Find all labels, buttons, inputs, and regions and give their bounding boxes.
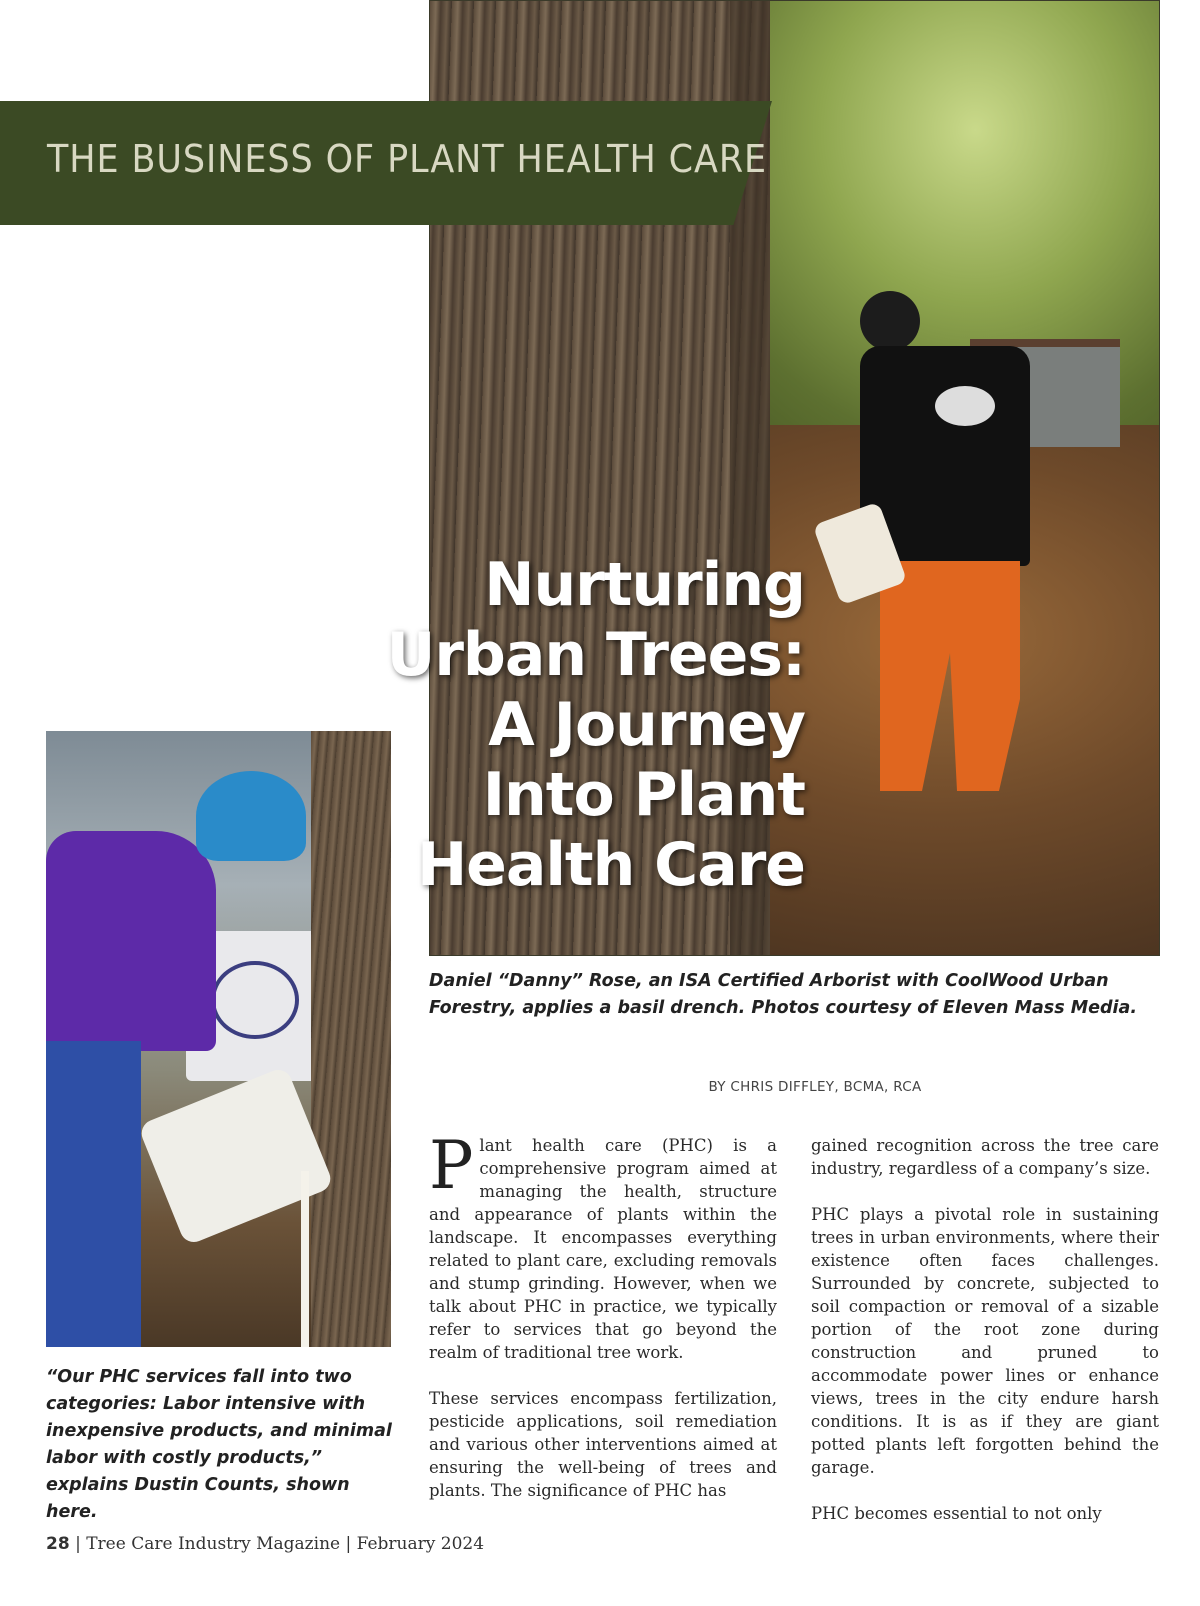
side-photo-caption: “Our PHC services fall into two categories: Labor intensive with inexpensive products, and minimal labor with costly products,” explains Dustin Counts, shown here.	[46, 1367, 392, 1522]
paragraph: PHC becomes essential to not only	[811, 1504, 1102, 1523]
footer-separator: |	[69, 1534, 87, 1554]
drop-cap: P	[429, 1127, 474, 1204]
body-column-2	[811, 1134, 1159, 1548]
article-title	[387, 550, 805, 900]
purple-shirt	[46, 831, 216, 1051]
shirt-logo	[935, 386, 995, 426]
paragraph	[429, 1127, 777, 1364]
title-line: Into Plant	[482, 760, 805, 830]
helmet	[860, 291, 920, 351]
main-photo-caption: Daniel “Danny” Rose, an ISA Certified Arborist with CoolWood Urban Forestry, applies a basil drench. Photos courtesy of Eleven Mass Media.	[429, 971, 1137, 1018]
orange-pants	[880, 561, 1020, 791]
blue-helmet	[196, 771, 306, 861]
page-footer	[46, 1534, 484, 1554]
drench-stream	[301, 1171, 309, 1347]
section-banner-text: THE BUSINESS OF PLANT HEALTH CARE	[47, 137, 768, 181]
paragraph: gained recognition across the tree care industry, regardless of a company’s size.	[811, 1136, 1159, 1178]
title-line: A Journey	[488, 690, 805, 760]
page-number: 28	[46, 1534, 70, 1554]
title-line: Nurturing	[484, 550, 805, 620]
paragraph: PHC plays a pivotal role in sustaining trees in urban environments, where their existence often faces challenges. Surrounded by concrete, subjected to soil compaction or removal of a sizable portion of the root zone during construction and pruned to accommodate power lines or enhance views, trees in the city endure harsh conditions. It is as if they are giant potted plants left forgotten behind the garage.	[811, 1205, 1159, 1477]
title-line: Health Care	[416, 830, 805, 900]
paragraph: These services encompass fertilization, pesticide applications, soil remediation and various other interventions aimed at ensuring the well-being of trees and plants. The significance of PHC has	[429, 1389, 777, 1500]
side-photo	[46, 731, 391, 1347]
title-line: Urban Trees:	[386, 620, 805, 690]
byline: BY CHRIS DIFFLEY, BCMA, RCA	[708, 1079, 922, 1095]
body-column-1	[429, 1127, 777, 1525]
arborist-figure	[860, 291, 1080, 851]
tree-trunk	[311, 731, 391, 1347]
truck-logo	[211, 961, 299, 1039]
paragraph-text: lant health care (PHC) is a comprehensive program aimed at managing the health, structure and appearance of plants within the landscape. It encompasses everything related to plant care, excluding removals and stump grinding. However, when we talk about PHC in practice, we typically refer to services that go beyond the realm of traditional tree work.	[429, 1136, 777, 1362]
blue-pants	[46, 1041, 141, 1347]
publication-info: Tree Care Industry Magazine | February 2024	[86, 1534, 485, 1554]
